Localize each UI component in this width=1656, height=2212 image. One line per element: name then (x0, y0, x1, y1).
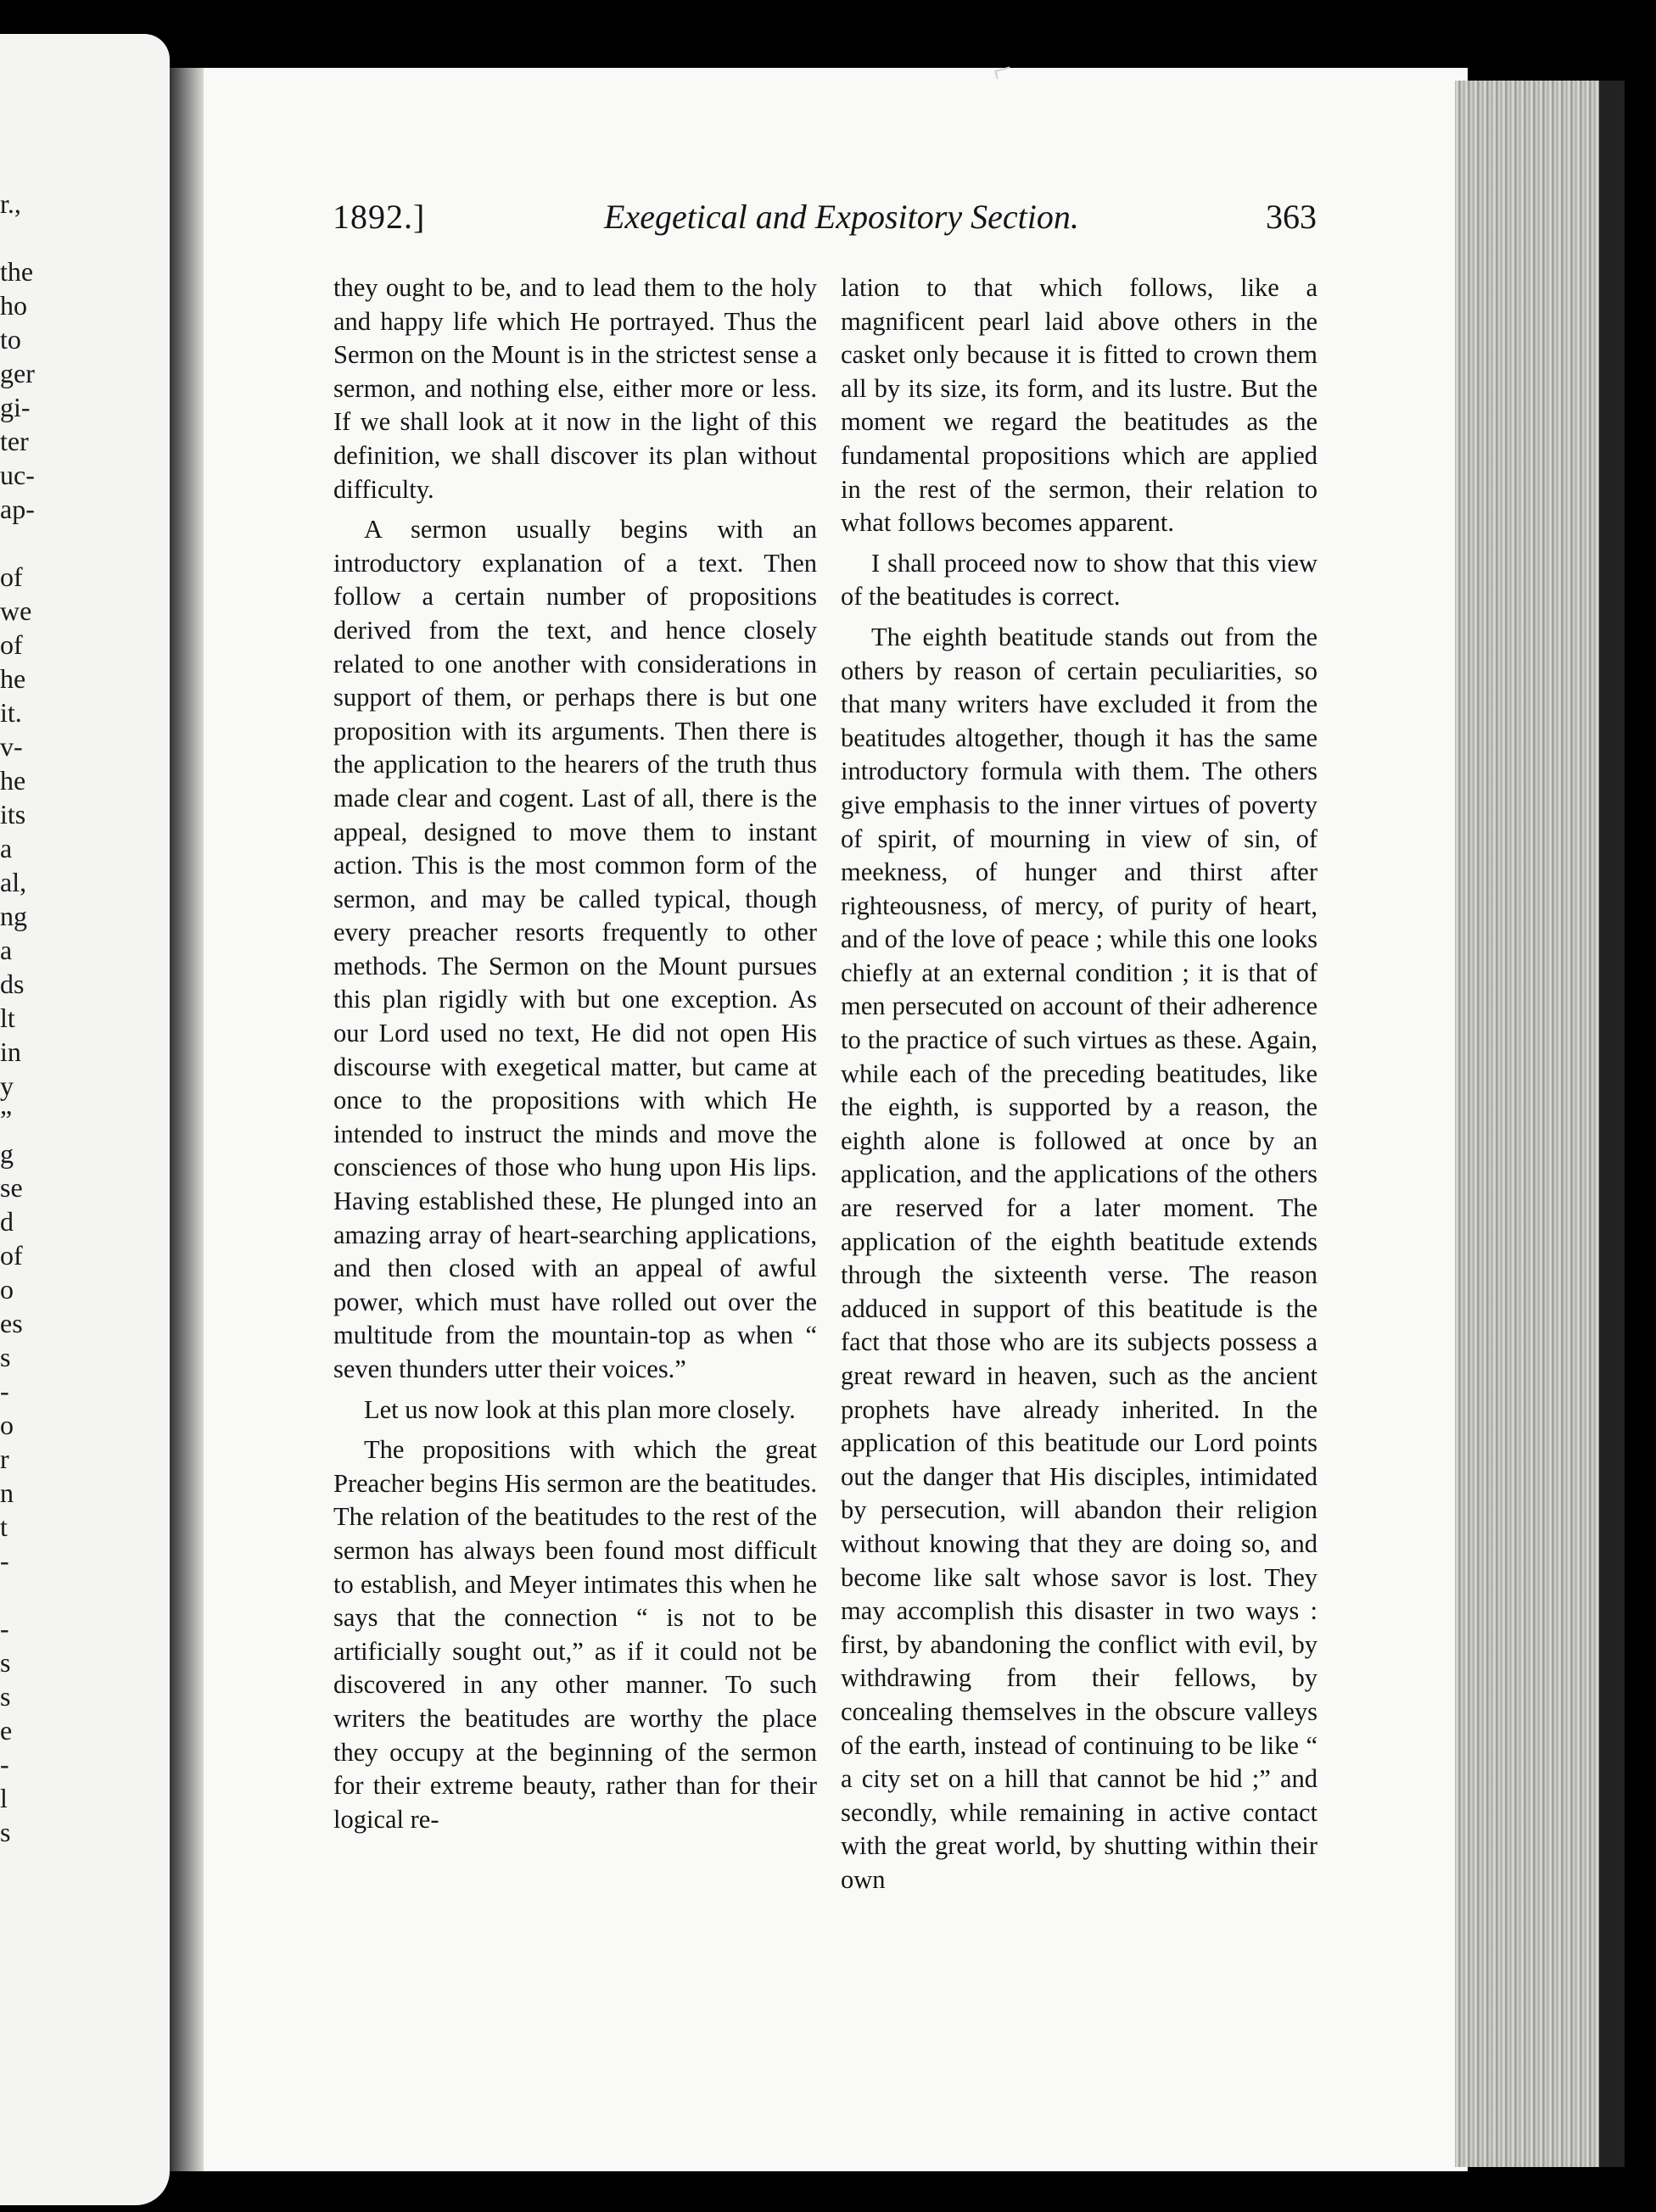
paragraph: A sermon usually begins with an introductory explanation of a text. Then follow a certain number of propositions derived from the text, and hence closely related to one another with considerations in support of them, or perhaps there is but one proposition with its arguments. Then there is the application to the hearers of the truth thus made clear and cogent. Last of all, there is the appeal, designed to move them to instant action. This is the most common form of the sermon, and may be called typical, though every preacher resorts frequently to other methods. The Sermon on the Mount pursues this plan rigidly with but one exception. As our Lord used no text, He did not open His discourse with exegetical matter, but came at once to the propositions with which He intended to instruct the minds and move the consciences of those who hung upon His lips. Having established these, He plunged into an amazing array of heart-searching applications, and then closed with an appeal of awful power, which must have rolled out over the multitude from the mountain-top as when “ seven thunders utter their voices.” (333, 515, 817, 1383)
facing-page-line-fragment: the (0, 256, 34, 287)
facing-page-line-fragment: in (0, 1036, 21, 1067)
facing-page-line-fragment: al, (0, 867, 27, 897)
facing-page-line-fragment: of (0, 561, 23, 592)
facing-page-line-fragment: ger (0, 358, 35, 388)
facing-page-line-fragment: ho (0, 290, 27, 321)
text-column-left (333, 271, 817, 1836)
header-section-title: Exegetical and Expository Section. (604, 198, 1079, 236)
paragraph: The propositions with which the great Preacher begins His sermon are the beatitudes. The relation of the beatitudes to the rest of the sermon has always been found most difficult to establish, and Meyer intimates this when he says that the connection “ is not to be artificially sought out,” as if it could not be discovered in any other manner. To such writers the beatitudes are worthy the place they occupy at the beginning of the sermon for their extreme beauty, rather than for their logical re- (333, 1435, 817, 1834)
facing-page-line-fragment: r (0, 1444, 9, 1474)
paragraph: lation to that which follows, like a magnificent pearl laid above others in the casket only because it is fitted to crown them all by its size, its form, and its lustre. But the moment we regard the beatitudes as the fundamental propositions which are applied in the rest of the sermon, their relation to what follows becomes apparent. (841, 273, 1318, 538)
facing-page-line-fragment (0, 526, 170, 560)
page-edges (1455, 81, 1625, 2167)
facing-page-line-fragment: of (0, 1240, 23, 1271)
facing-page-line-fragment: r., (0, 188, 21, 219)
facing-page-line-fragment (0, 1578, 170, 1612)
header-date: 1892.] (333, 198, 426, 236)
facing-page-line-fragment: v- (0, 731, 23, 762)
paragraph: Let us now look at this plan more closely. (364, 1394, 796, 1424)
facing-page-line-fragment: uc- (0, 460, 35, 490)
facing-page-line-fragment: o (0, 1274, 14, 1304)
facing-page-line-fragment: - (0, 1613, 9, 1644)
facing-page-line-fragment: y (0, 1070, 14, 1101)
facing-page-line-fragment: o (0, 1410, 14, 1440)
facing-page-line-fragment: ” (0, 1104, 13, 1135)
facing-page-line-fragment: it. (0, 697, 22, 728)
facing-page-line-fragment: g (0, 1138, 14, 1169)
running-header (333, 197, 1317, 248)
facing-page-text (0, 187, 170, 1849)
facing-page-line-fragment: - (0, 1376, 9, 1406)
facing-page-line-fragment: - (0, 1749, 9, 1779)
facing-page-line-fragment: to (0, 324, 21, 355)
facing-page-line-fragment: s (0, 1681, 11, 1712)
facing-page-line-fragment: a (0, 833, 13, 863)
facing-page-line-fragment: a (0, 935, 13, 965)
paragraph: The eighth beatitude stands out from the others by reason of certain peculiarities, so that many writers have excluded it from the beatitudes altogether, though it has the same introductory formula with them. The others give emphasis to the inner virtues of poverty of spirit, of mourning in view of sin, of meekness, of hunger and thirst after righteousness, of mercy, of purity of heart, and of the love of peace ; while this one looks chiefly at an external condition ; it is that of men persecuted on account of their adherence to the practice of such virtues as these. Again, while each of the preceding beatitudes, like the eighth, is supported by a reason, the eighth alone is followed at once by an application, and the applications of the others are reserved for a later moment. The application of the eighth beatitude extends through the sixteenth verse. The reason adduced in support of this beatitude is the fact that those who are its subjects possess a great reward in heaven, such as the ancient prophets have already inherited. In the application of this beatitude our Lord points out the danger that His disciples, intimidated by persecution, will abandon their religion without knowing that they are doing so, and become like salt whose savor is lost. They may accomplish this disaster in two ways : first, by abandoning the conflict with evil, by withdrawing from their fellows, by concealing themselves in the obscure valleys of the earth, instead of continuing to be like “ a city set on a hill that cannot be hid ;” and secondly, while remaining in active contact with the great world, by shutting within their own (841, 622, 1318, 1894)
facing-page-line-fragment: l (0, 1783, 8, 1813)
facing-page-line-fragment: its (0, 799, 26, 830)
scan-mark: ⌐ (987, 47, 1017, 91)
facing-page-line-fragment: lt (0, 1003, 15, 1033)
facing-page-line-fragment: se (0, 1172, 23, 1203)
page-number: 363 (1266, 198, 1317, 236)
facing-page-line-fragment: ap- (0, 494, 35, 524)
facing-page-line-fragment: he (0, 765, 26, 796)
facing-page-line-fragment (0, 221, 170, 254)
facing-page-line-fragment: we (0, 595, 32, 626)
facing-page-line-fragment: es (0, 1308, 23, 1338)
facing-page-line-fragment: d (0, 1206, 14, 1237)
facing-page-line-fragment: he (0, 663, 26, 694)
facing-page-line-fragment: s (0, 1817, 11, 1847)
facing-page-line-fragment: t (0, 1511, 8, 1542)
facing-page-line-fragment: ng (0, 901, 27, 931)
text-column-right (841, 271, 1318, 1897)
facing-page-line-fragment: gi- (0, 392, 31, 422)
facing-page-line-fragment: e (0, 1715, 13, 1746)
facing-page-line-fragment: - (0, 1545, 9, 1576)
facing-page-fragment (0, 34, 170, 2205)
facing-page-line-fragment: s (0, 1342, 11, 1372)
paragraph: I shall proceed now to show that this view of the beatitudes is correct. (841, 548, 1318, 612)
facing-page-line-fragment: s (0, 1647, 11, 1678)
facing-page-line-fragment: n (0, 1477, 14, 1508)
book-gutter (170, 68, 204, 2171)
paragraph: they ought to be, and to lead them to the holy and happy life which He portrayed. Thus the Sermon on the Mount is in the strictest sense a sermon, and nothing else, either more or less. If we shall look at it now in the light of this definition, we shall discover its plan without difficulty. (333, 273, 817, 504)
facing-page-line-fragment: ds (0, 969, 25, 999)
facing-page-line-fragment: ter (0, 426, 29, 456)
facing-page-line-fragment: of (0, 629, 23, 660)
